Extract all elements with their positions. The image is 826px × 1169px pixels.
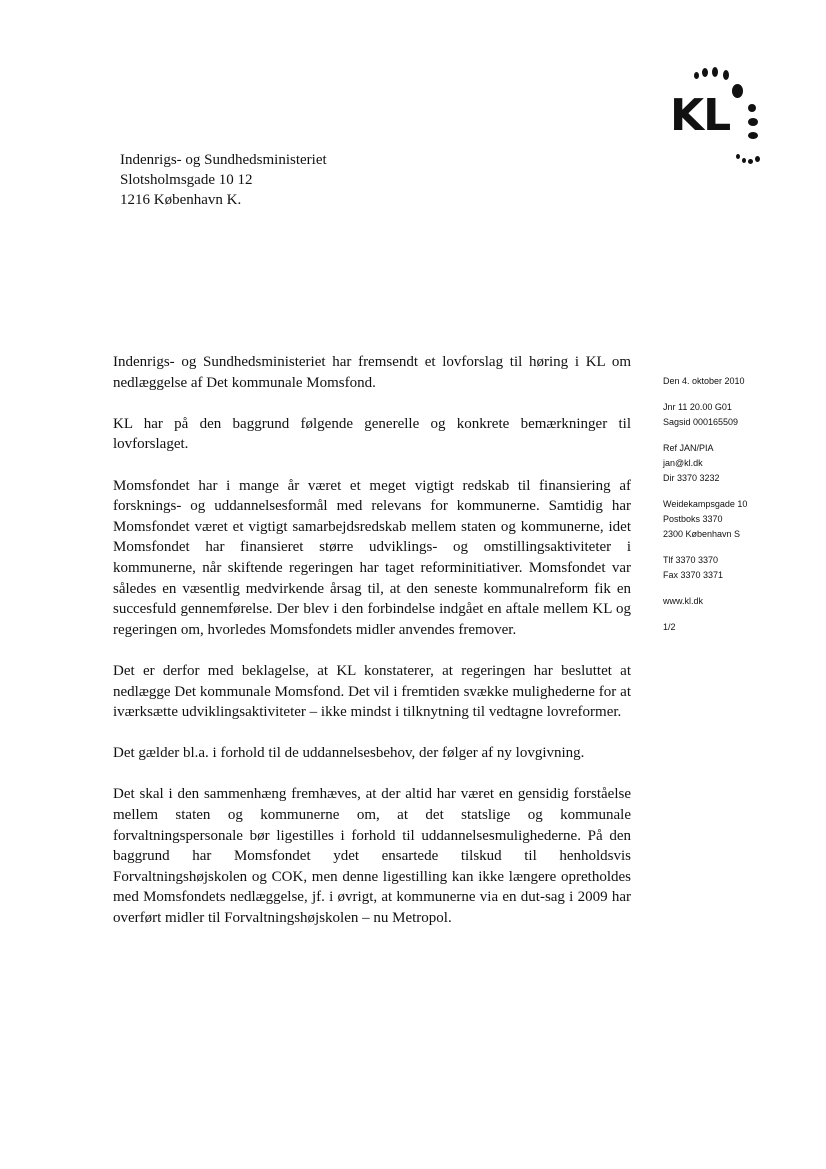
kl-logo xyxy=(664,62,774,172)
logo-dot xyxy=(748,104,756,112)
logo-dot xyxy=(723,70,729,80)
paragraph: KL har på den baggrund følgende generelle og konkrete bemærkninger til lovforslaget. xyxy=(113,415,631,453)
website: www.kl.dk xyxy=(663,596,704,606)
email: jan@kl.dk xyxy=(663,458,703,468)
logo-dot xyxy=(748,132,758,139)
recipient-street: Slotsholmsgade 10 12 xyxy=(120,172,253,188)
case-id: Sagsid 000165509 xyxy=(663,417,739,427)
logo-dot xyxy=(748,159,753,164)
direct-phone: Dir 3370 3232 xyxy=(663,473,720,483)
paragraph: Momsfondet har i mange år været et meget vigtigt redskab til finansiering af forsknings- og uddannelsesformål med relevans for kommunerne. Samtidig har Momsfondet været et vigtigt samarbejdsredskab mellem staten og kommunerne, idet Momsfondet har finansieret større udviklings- og omstillingsaktiviteter i kommunerne, når skiftende regeringen har taget reforminitiativer. Momsfondet var således en væsentlig medvirkende årsag til, at den seneste kommunalreform fik en succesfuld gennemførelse. Der blev i den forbindelse indgået en aftale mellem KL og regeringen om, hvorledes Momsfondets midler anvendes fremover. xyxy=(113,477,631,638)
street-address: Weidekampsgade 10 xyxy=(663,499,748,509)
postbox: Postboks 3370 xyxy=(663,514,723,524)
logo-dot xyxy=(755,156,760,162)
logo-dot xyxy=(732,84,743,98)
letter-date: Den 4. oktober 2010 xyxy=(663,376,745,386)
logo-dot xyxy=(742,158,746,163)
journal-number: Jnr 11 20.00 G01 xyxy=(663,402,732,412)
logo-text: KL xyxy=(670,90,731,141)
paragraph: Det gælder bl.a. i forhold til de uddannelsesbehov, der følger af ny lovgivning. xyxy=(113,745,585,762)
recipient-address xyxy=(120,150,327,210)
logo-dot xyxy=(748,118,758,126)
recipient-name: Indenrigs- og Sundhedsministeriet xyxy=(120,152,327,168)
recipient-city: 1216 København K. xyxy=(120,192,242,208)
postal-city: 2300 København S xyxy=(663,529,741,539)
logo-dot xyxy=(702,68,708,77)
logo-dot xyxy=(736,154,740,159)
phone: Tlf 3370 3370 xyxy=(663,555,719,565)
paragraph: Det skal i den sammenhæng fremhæves, at der altid har været en gensidig forståelse mellem staten og kommunerne om, at det statslige og kommunale forvaltningspersonale bør ligestilles i forhold til uddannelsesmulighederne. På den baggrund har Momsfondet ydet ensartede tilskud til henholdsvis Forvaltningshøjskolen og COK, men denne ligestilling kan ikke længere opretholdes med Momsfondets nedlæggelse, jf. i øvrigt, at kommunerne via en dut-sag i 2009 har overført midler til Forvaltningshøjskolen – nu Metropol. xyxy=(113,786,631,927)
logo-dot xyxy=(712,67,718,77)
fax: Fax 3370 3371 xyxy=(663,570,724,580)
letter-body xyxy=(113,352,631,949)
reference: Ref JAN/PIA xyxy=(663,443,714,453)
page-number: 1/2 xyxy=(663,622,676,632)
sender-info xyxy=(663,374,803,635)
logo-dot xyxy=(694,72,699,79)
paragraph: Det er derfor med beklagelse, at KL konstaterer, at regeringen har besluttet at nedlægge Det kommunale Momsfond. Det vil i fremtiden svække mulighederne for at iværksætte udviklingsaktiviteter – ikke mindst i tilknytning til vedtagne lovreformer. xyxy=(113,662,631,721)
paragraph: Indenrigs- og Sundhedsministeriet har fremsendt et lovforslag til høring i KL om nedlæggelse af Det kommunale Momsfond. xyxy=(113,354,631,391)
